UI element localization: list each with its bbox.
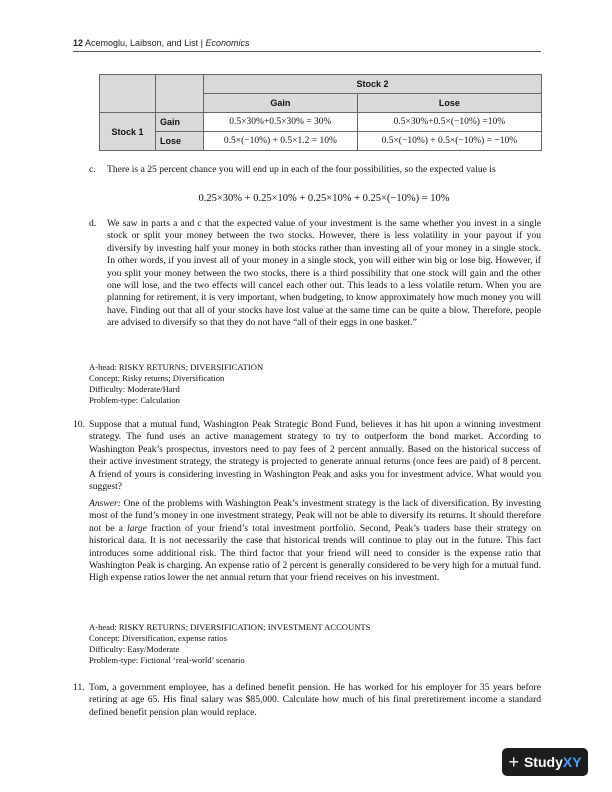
difficulty-line: Difficulty: Moderate/Hard <box>89 384 180 394</box>
studyxy-logo-badge[interactable] <box>502 748 588 776</box>
stock1-lose-label: Lose <box>156 132 204 151</box>
answer-part-2: fraction of your friend’s total investment portfolio. Second, Peak’s traders base their strategy on historical data. It is not necessarily the case that historical trends will continue to play out in the future. This fact introduces some additional risk. The third factor that your friend will need to consider is the expense ratio that Washington Peak is charging. An expense ratio of 2 percent is generally considered to be very high for a mutual fund. High expense ratios lower the net annual return that your friend receives on his investment. <box>89 522 541 584</box>
stock1-header: Stock 1 <box>100 113 156 151</box>
ahead-line: A-head: RISKY RETURNS; DIVERSIFICATION <box>89 362 264 372</box>
question-11-number: 11. <box>73 682 85 693</box>
difficulty-line: Difficulty: Easy/Moderate <box>89 644 180 654</box>
payoff-table <box>99 74 542 151</box>
item-c-text: There is a 25 percent chance you will end up in each of the four possibilities, so the expected value is <box>107 164 496 175</box>
cell-lose-gain: 0.5×(−10%) + 0.5×1.2 = 10% <box>204 132 358 151</box>
concept-line: Concept: Diversification, expense ratios <box>89 633 227 643</box>
header-authors: Acemoglu, Laibson, and List | <box>85 38 203 48</box>
question-9-metadata <box>89 362 263 406</box>
expected-value-equation: 0.25×30% + 0.25×10% + 0.25×10% + 0.25×(−10%) = 10% <box>198 193 450 204</box>
problem-type-line: Problem-type: Fictional ‘real-world’ scenario <box>89 655 245 665</box>
question-10-text: Suppose that a mutual fund, Washington Peak Strategic Bond Fund, believes it has hit upon a winning investment strategy. The fund uses an active management strategy to try to outperform the bond market. According to Washington Peak’s prospectus, investors need to pay fees of 2 percent annually. Based on the historical success of their active investment strategy, the strategy is projected to generate annual returns (once fees are paid) of 8 percent. A friend of yours is considering investing in Washington Peak and asks you for investment advice. What would you suggest? <box>89 419 541 493</box>
question-10-number: 10. <box>73 419 85 430</box>
badge-study-text: Study <box>523 754 563 770</box>
answer-label: Answer: <box>89 498 121 509</box>
page-number: 12 <box>73 38 84 48</box>
stock1-gain-label: Gain <box>156 113 204 132</box>
stock2-lose-header: Lose <box>357 94 541 113</box>
item-d-label: d. <box>89 218 97 229</box>
stock2-header: Stock 2 <box>204 75 542 94</box>
ahead-line: A-head: RISKY RETURNS; DIVERSIFICATION; INVESTMENT ACCOUNTS <box>89 622 371 632</box>
badge-xy-text: XY <box>562 754 582 770</box>
cell-gain-lose: 0.5×30%+0.5×(−10%) =10% <box>357 113 541 132</box>
concept-line: Concept: Risky returns; Diversification <box>89 373 225 383</box>
cell-lose-lose: 0.5×(−10%) + 0.5×(−10%) = −10% <box>357 132 541 151</box>
problem-type-line: Problem-type: Calculation <box>89 395 180 405</box>
plus-icon: + <box>508 752 519 772</box>
answer-emphasis-large: large <box>126 522 147 534</box>
answer-part-1: One of the problems with Washington Peak’s investment strategy is the lack of diversification. By investing most of the fund’s money in one investment strategy, Peak will not be able to diversify its returns. It should therefore not be a <box>89 498 541 534</box>
item-c-label: c. <box>89 164 96 175</box>
question-10-metadata <box>89 622 370 666</box>
question-10-answer <box>89 498 541 585</box>
question-11-text: Tom, a government employee, has a defined benefit pension. He has worked for his employer for 35 years before retiring at age 65. His final salary was $85,000. Calculate how much of his final preretirement income a standard defined benefit pension plan would replace. <box>89 682 541 718</box>
running-header <box>73 38 541 52</box>
stock2-gain-header: Gain <box>204 94 358 113</box>
header-book-title: Economics <box>205 38 250 48</box>
item-d-text: We saw in parts a and c that the expected value of your investment is the same whether you invest in a single stock or split your money between the two stocks. However, there is less volatility in your payout if you diversify by investing half your money in both stocks rather than investing all of your money in a single stock. In other words, if you invest all of your money in a single stock, you will either win big or lose big. However, if you split your money between the two stocks, there is a third possibility that one stock will gain and the other one will lose, and the two effects will cancel each other out. This leads to a less volatile return. When you are planning for retirement, it is very important, when budgeting, to know approximately how much money you will have. Finding out that all of your stocks have lost value at the same time can be quite a blow. Therefore, people are advised to diversify so that they do not have “all of their eggs in one basket.” <box>107 218 541 329</box>
cell-gain-gain: 0.5×30%+0.5×30% = 30% <box>204 113 358 132</box>
table-corner-stock1 <box>100 75 156 113</box>
table-corner-blank <box>156 75 204 113</box>
